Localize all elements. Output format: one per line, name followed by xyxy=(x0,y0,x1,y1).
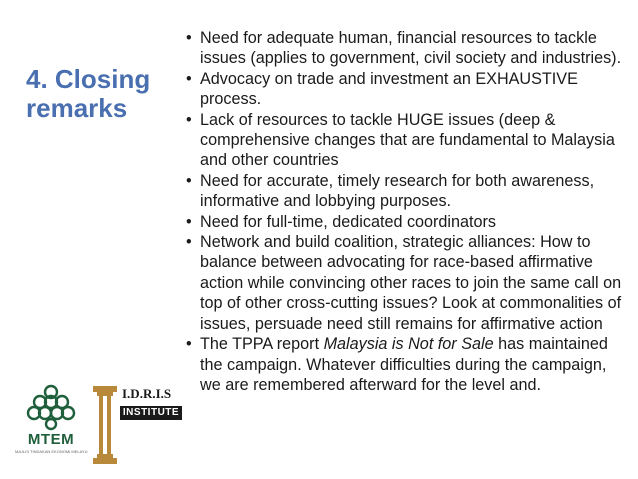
tppa-text-before: The TPPA report xyxy=(200,335,324,354)
bullet-marker: • xyxy=(186,233,192,252)
bullet-text-tppa xyxy=(200,334,626,395)
bullet-marker: • xyxy=(186,171,192,190)
mtem-knot-icon xyxy=(12,382,90,432)
bullet-text: Need for adequate human, financial resources to tackle issues (applies to government, civil society and industries). xyxy=(200,29,622,68)
bullet-marker: • xyxy=(186,212,192,231)
bullet-list xyxy=(186,28,626,395)
bullet-marker: • xyxy=(186,110,192,129)
idris-column-icon xyxy=(90,382,120,474)
bullet-text: Lack of resources to tackle HUGE issues (deep & comprehensive changes that are fundamental to Malaysia and other countries xyxy=(200,110,615,170)
idris-wordmark: I.D.R.I.S xyxy=(122,386,172,401)
mtem-tagline: MAJLIS TINDAKAN EKONOMI MELAYU xyxy=(15,449,88,454)
bullet-marker: • xyxy=(186,335,192,354)
slide-title-line-2: remarks xyxy=(26,93,128,123)
bullet-item xyxy=(186,110,626,171)
mtem-logo xyxy=(12,382,90,474)
tppa-text-after: has maintained the campaign. Whatever difficulties during the campaign, we are remembered afterward for the level and. xyxy=(200,335,608,394)
bullet-item xyxy=(186,171,626,212)
logo-area xyxy=(12,382,182,474)
idris-institute-label: INSTITUTE xyxy=(120,406,182,420)
bullet-marker: • xyxy=(186,69,192,88)
bullet-text: Need for full-time, dedicated coordinators xyxy=(200,212,497,231)
bullet-item xyxy=(186,212,626,232)
bullet-text: Network and build coalition, strategic alliances: How to balance between advocating for race-based affirmative action while convincing other races to join the same call on top of other cross-cutting issues? Look at commonalities of issues, persuade need still remains for affirmative action xyxy=(200,233,622,333)
report-title-italic: Malaysia is Not for Sale xyxy=(323,335,494,354)
mtem-wordmark: MTEM xyxy=(27,431,75,448)
bullet-text: Need for accurate, timely research for both awareness, informative and lobbying purposes. xyxy=(200,171,595,211)
idris-logo xyxy=(90,382,182,474)
bullet-text: Advocacy on trade and investment an EXHAUSTIVE process. xyxy=(200,69,578,109)
bullet-marker: • xyxy=(186,29,192,47)
bullet-item xyxy=(186,232,626,334)
bullet-item xyxy=(186,334,626,395)
bullet-item xyxy=(186,69,626,110)
bullet-item xyxy=(186,28,626,69)
slide-title-line-1: 4. Closing xyxy=(26,64,151,94)
slide-title xyxy=(26,65,186,123)
